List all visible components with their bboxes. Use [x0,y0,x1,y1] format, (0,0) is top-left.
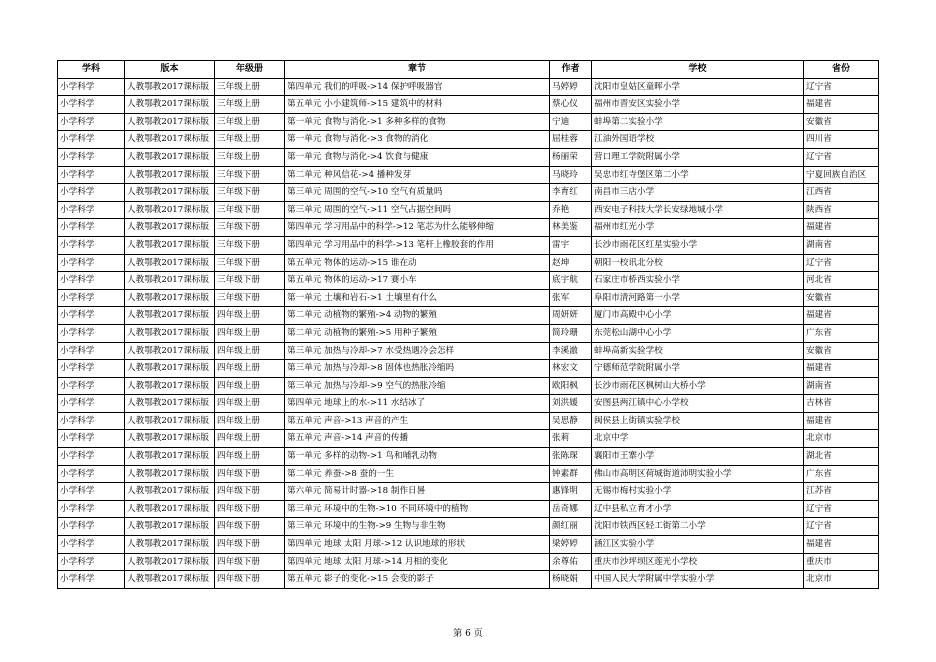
cell-chapter: 第四单元 学习用品中的科学->13 笔杆上橡胶套的作用 [285,236,550,254]
cell-province: 江苏省 [804,483,879,501]
cell-subject: 小学科学 [58,131,125,149]
cell-edition: 人教鄂教2017课标版 [125,166,215,184]
cell-province: 重庆市 [804,553,879,571]
table-row [58,324,879,342]
column-header-province: 省份 [804,61,879,79]
cell-province: 安徽省 [804,342,879,360]
cell-school: 北京中学 [592,430,804,448]
cell-school: 西安电子科技大学长安绿地城小学 [592,201,804,219]
cell-school: 蚌埠高新实验学校 [592,342,804,360]
cell-subject: 小学科学 [58,448,125,466]
cell-grade: 四年级下册 [215,571,285,589]
cell-chapter: 第三单元 加热与冷却->9 空气的热胀冷缩 [285,377,550,395]
table-row [58,465,879,483]
cell-author: 马婷婷 [550,78,592,96]
cell-edition: 人教鄂教2017课标版 [125,254,215,272]
column-header-grade: 年级册 [215,61,285,79]
cell-province: 四川省 [804,131,879,149]
table-row [58,131,879,149]
cell-author: 钟素群 [550,465,592,483]
cell-chapter: 第四单元 地球上的水->11 水结冰了 [285,395,550,413]
cell-chapter: 第二单元 种风信花->4 播种发芽 [285,166,550,184]
cell-edition: 人教鄂教2017课标版 [125,500,215,518]
table-row [58,289,879,307]
cell-edition: 人教鄂教2017课标版 [125,448,215,466]
cell-province: 辽宁省 [804,78,879,96]
cell-grade: 三年级下册 [215,184,285,202]
cell-school: 蚌埠第二实验小学 [592,113,804,131]
table-row [58,430,879,448]
cell-school: 吴忠市红寺堡区第二小学 [592,166,804,184]
cell-chapter: 第五单元 物体的运动->15 谁在动 [285,254,550,272]
cell-subject: 小学科学 [58,465,125,483]
table-row [58,518,879,536]
cell-grade: 三年级上册 [215,113,285,131]
cell-province: 广东省 [804,465,879,483]
cell-chapter: 第五单元 声音->14 声音的传播 [285,430,550,448]
cell-school: 厦门市高殿中心小学 [592,307,804,325]
cell-edition: 人教鄂教2017课标版 [125,148,215,166]
cell-province: 福建省 [804,96,879,114]
cell-subject: 小学科学 [58,166,125,184]
cell-province: 辽宁省 [804,518,879,536]
cell-author: 李育红 [550,184,592,202]
cell-subject: 小学科学 [58,78,125,96]
column-header-school: 学校 [592,61,804,79]
cell-province: 福建省 [804,536,879,554]
cell-grade: 四年级下册 [215,500,285,518]
table-row [58,219,879,237]
cell-chapter: 第一单元 土壤和岩石->1 土壤里有什么 [285,289,550,307]
cell-school: 江油外国语学校 [592,131,804,149]
cell-author: 惠锋明 [550,483,592,501]
cell-grade: 三年级下册 [215,254,285,272]
cell-edition: 人教鄂教2017课标版 [125,324,215,342]
cell-author: 张陈琛 [550,448,592,466]
cell-subject: 小学科学 [58,536,125,554]
table-row [58,448,879,466]
cell-edition: 人教鄂教2017课标版 [125,360,215,378]
cell-subject: 小学科学 [58,236,125,254]
cell-subject: 小学科学 [58,307,125,325]
cell-chapter: 第五单元 声音->13 声音的产生 [285,412,550,430]
cell-chapter: 第四单元 地球 太阳 月球->12 认识地球的形状 [285,536,550,554]
cell-subject: 小学科学 [58,518,125,536]
cell-author: 雷宇 [550,236,592,254]
cell-grade: 四年级下册 [215,553,285,571]
cell-subject: 小学科学 [58,324,125,342]
table-row [58,113,879,131]
cell-author: 张军 [550,289,592,307]
table-row [58,184,879,202]
cell-author: 余尊佑 [550,553,592,571]
cell-province: 宁夏回族自治区 [804,166,879,184]
cell-school: 福州市红光小学 [592,219,804,237]
cell-author: 李溪澈 [550,342,592,360]
spreadsheet-page [57,60,878,589]
cell-province: 江西省 [804,184,879,202]
cell-author: 屈桂蓉 [550,131,592,149]
cell-subject: 小学科学 [58,571,125,589]
table-row [58,377,879,395]
cell-province: 湖南省 [804,377,879,395]
cell-author: 刘洪媛 [550,395,592,413]
cell-author: 底宇航 [550,272,592,290]
cell-school: 福州市晋安区实验小学 [592,96,804,114]
cell-school: 沈阳市铁西区轻工街第二小学 [592,518,804,536]
cell-province: 福建省 [804,360,879,378]
cell-edition: 人教鄂教2017课标版 [125,236,215,254]
cell-edition: 人教鄂教2017课标版 [125,430,215,448]
cell-edition: 人教鄂教2017课标版 [125,78,215,96]
cell-school: 涵江区实验小学 [592,536,804,554]
cell-edition: 人教鄂教2017课标版 [125,571,215,589]
cell-school: 安图县两江镇中心小学校 [592,395,804,413]
cell-chapter: 第三单元 周围的空气->11 空气占据空间吗 [285,201,550,219]
cell-grade: 三年级上册 [215,148,285,166]
cell-grade: 三年级上册 [215,78,285,96]
column-header-subject: 学科 [58,61,125,79]
cell-author: 乔艳 [550,201,592,219]
cell-province: 湖北省 [804,448,879,466]
cell-author: 蔡心仪 [550,96,592,114]
table-row [58,307,879,325]
cell-edition: 人教鄂教2017课标版 [125,219,215,237]
cell-subject: 小学科学 [58,254,125,272]
cell-author: 马晓玲 [550,166,592,184]
cell-chapter: 第三单元 环境中的生物->9 生物与非生物 [285,518,550,536]
cell-school: 闽侯县上街镇实验学校 [592,412,804,430]
page-number: 第 6 页 [453,629,483,639]
table-row [58,571,879,589]
cell-edition: 人教鄂教2017课标版 [125,536,215,554]
table-row [58,272,879,290]
cell-grade: 三年级上册 [215,131,285,149]
cell-edition: 人教鄂教2017课标版 [125,96,215,114]
cell-subject: 小学科学 [58,184,125,202]
cell-school: 东莞松山湖中心小学 [592,324,804,342]
table-row [58,412,879,430]
cell-chapter: 第四单元 地球 太阳 月球->14 月相的变化 [285,553,550,571]
cell-chapter: 第一单元 食物与消化->3 食物的消化 [285,131,550,149]
cell-grade: 四年级下册 [215,483,285,501]
cell-school: 沈阳市皇姑区童晖小学 [592,78,804,96]
cell-chapter: 第一单元 食物与消化->1 多种多样的食物 [285,113,550,131]
cell-school: 无锡市梅村实验小学 [592,483,804,501]
cell-province: 辽宁省 [804,148,879,166]
table-row [58,483,879,501]
cell-grade: 三年级下册 [215,289,285,307]
table-body [58,78,879,588]
cell-edition: 人教鄂教2017课标版 [125,412,215,430]
cell-author: 林美鉴 [550,219,592,237]
cell-school: 营口理工学院附属小学 [592,148,804,166]
cell-subject: 小学科学 [58,201,125,219]
cell-author: 林宏文 [550,360,592,378]
cell-grade: 四年级上册 [215,448,285,466]
cell-province: 北京市 [804,571,879,589]
cell-province: 辽宁省 [804,254,879,272]
cell-grade: 四年级上册 [215,412,285,430]
table-row [58,342,879,360]
cell-school: 长沙市雨花区红星实验小学 [592,236,804,254]
cell-grade: 四年级上册 [215,324,285,342]
table-row [58,78,879,96]
cell-grade: 四年级下册 [215,518,285,536]
cell-edition: 人教鄂教2017课标版 [125,184,215,202]
cell-edition: 人教鄂教2017课标版 [125,201,215,219]
cell-edition: 人教鄂教2017课标版 [125,483,215,501]
cell-author: 杨晓娟 [550,571,592,589]
table-row [58,536,879,554]
cell-province: 河北省 [804,272,879,290]
cell-province: 陕西省 [804,201,879,219]
cell-chapter: 第三单元 加热与冷却->8 固体也热胀冷缩吗 [285,360,550,378]
cell-subject: 小学科学 [58,553,125,571]
cell-school: 重庆市沙坪坝区莲光小学校 [592,553,804,571]
cell-province: 湖南省 [804,236,879,254]
cell-grade: 四年级上册 [215,307,285,325]
cell-author: 赵坤 [550,254,592,272]
cell-chapter: 第五单元 物体的运动->17 赛小车 [285,272,550,290]
table-row [58,553,879,571]
cell-grade: 四年级上册 [215,430,285,448]
cell-edition: 人教鄂教2017课标版 [125,113,215,131]
cell-province: 安徽省 [804,289,879,307]
cell-school: 阜阳市清河路第一小学 [592,289,804,307]
cell-author: 欧阳枫 [550,377,592,395]
cell-school: 中国人民大学附属中学实验小学 [592,571,804,589]
cell-author: 颜红丽 [550,518,592,536]
cell-subject: 小学科学 [58,113,125,131]
cell-subject: 小学科学 [58,412,125,430]
cell-grade: 三年级下册 [215,236,285,254]
cell-province: 辽宁省 [804,500,879,518]
cell-author: 杨丽荣 [550,148,592,166]
table-row [58,500,879,518]
cell-edition: 人教鄂教2017课标版 [125,272,215,290]
cell-province: 北京市 [804,430,879,448]
cell-author: 张莉 [550,430,592,448]
cell-subject: 小学科学 [58,430,125,448]
cell-grade: 四年级上册 [215,395,285,413]
cell-edition: 人教鄂教2017课标版 [125,553,215,571]
cell-chapter: 第一单元 食物与消化->4 饮食与健康 [285,148,550,166]
course-table [57,60,879,589]
cell-school: 辽中县私立育才小学 [592,500,804,518]
cell-grade: 四年级上册 [215,360,285,378]
cell-author: 梁婷婷 [550,536,592,554]
cell-chapter: 第三单元 周围的空气->10 空气有质量吗 [285,184,550,202]
column-header-author: 作者 [550,61,592,79]
cell-subject: 小学科学 [58,395,125,413]
cell-school: 宁德师范学院附属小学 [592,360,804,378]
cell-chapter: 第二单元 动植物的繁殖->5 用种子繁殖 [285,324,550,342]
cell-chapter: 第五单元 小小建筑师->15 建筑中的材料 [285,96,550,114]
cell-chapter: 第六单元 简易计时器->18 制作日晷 [285,483,550,501]
cell-author: 宁迪 [550,113,592,131]
cell-grade: 四年级上册 [215,377,285,395]
cell-edition: 人教鄂教2017课标版 [125,465,215,483]
cell-chapter: 第一单元 多样的动物->1 鸟和哺乳动物 [285,448,550,466]
cell-author: 周妍妍 [550,307,592,325]
cell-edition: 人教鄂教2017课标版 [125,395,215,413]
cell-edition: 人教鄂教2017课标版 [125,518,215,536]
table-row [58,96,879,114]
column-header-edition: 版本 [125,61,215,79]
cell-chapter: 第二单元 动植物的繁殖->4 动物的繁殖 [285,307,550,325]
cell-province: 福建省 [804,219,879,237]
cell-province: 福建省 [804,307,879,325]
cell-chapter: 第三单元 加热与冷却->7 水受热遇冷会怎样 [285,342,550,360]
cell-grade: 三年级上册 [215,96,285,114]
cell-author: 简玲珊 [550,324,592,342]
cell-subject: 小学科学 [58,272,125,290]
table-row [58,360,879,378]
cell-grade: 三年级下册 [215,166,285,184]
table-row [58,395,879,413]
cell-school: 襄阳市王寨小学 [592,448,804,466]
cell-subject: 小学科学 [58,219,125,237]
cell-edition: 人教鄂教2017课标版 [125,342,215,360]
cell-school: 朝阳一校讯北分校 [592,254,804,272]
cell-grade: 三年级下册 [215,219,285,237]
cell-chapter: 第三单元 环境中的生物->10 不同环境中的植物 [285,500,550,518]
cell-grade: 四年级上册 [215,342,285,360]
cell-grade: 四年级下册 [215,536,285,554]
cell-school: 石家庄市桥西实验小学 [592,272,804,290]
cell-author: 岳奇娜 [550,500,592,518]
cell-grade: 四年级下册 [215,465,285,483]
column-header-chapter: 章节 [285,61,550,79]
cell-school: 南昌市三店小学 [592,184,804,202]
cell-grade: 三年级下册 [215,272,285,290]
cell-province: 安徽省 [804,113,879,131]
cell-edition: 人教鄂教2017课标版 [125,307,215,325]
cell-subject: 小学科学 [58,148,125,166]
table-row [58,236,879,254]
cell-school: 长沙市雨花区枫树山大桥小学 [592,377,804,395]
cell-edition: 人教鄂教2017课标版 [125,131,215,149]
cell-edition: 人教鄂教2017课标版 [125,289,215,307]
cell-chapter: 第四单元 我们的呼吸->14 保护呼吸器官 [285,78,550,96]
cell-subject: 小学科学 [58,289,125,307]
cell-province: 吉林省 [804,395,879,413]
cell-subject: 小学科学 [58,342,125,360]
table-row [58,166,879,184]
header-row [58,61,879,79]
cell-subject: 小学科学 [58,500,125,518]
cell-subject: 小学科学 [58,483,125,501]
table-row [58,201,879,219]
cell-chapter: 第五单元 影子的变化->15 会变的影子 [285,571,550,589]
cell-province: 福建省 [804,412,879,430]
cell-subject: 小学科学 [58,377,125,395]
cell-grade: 三年级下册 [215,201,285,219]
cell-province: 广东省 [804,324,879,342]
cell-edition: 人教鄂教2017课标版 [125,377,215,395]
cell-subject: 小学科学 [58,360,125,378]
cell-subject: 小学科学 [58,96,125,114]
table-row [58,254,879,272]
cell-author: 吴思静 [550,412,592,430]
cell-chapter: 第四单元 学习用品中的科学->12 笔芯为什么能够伸缩 [285,219,550,237]
table-row [58,148,879,166]
cell-chapter: 第二单元 养蚕->8 蚕的一生 [285,465,550,483]
cell-school: 佛山市高明区荷城街道沛明实验小学 [592,465,804,483]
